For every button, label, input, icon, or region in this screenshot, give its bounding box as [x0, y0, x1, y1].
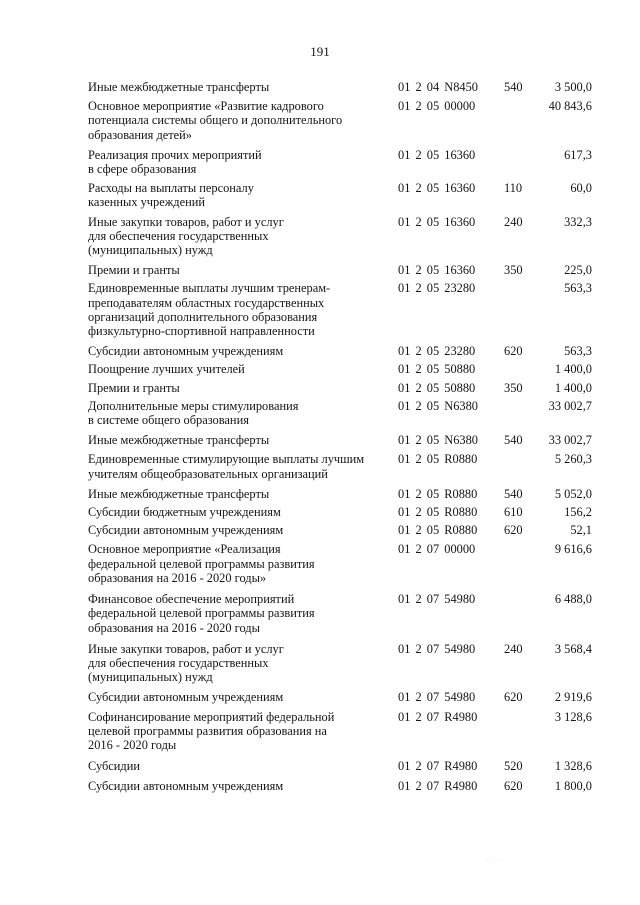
- table-row: [86, 779, 606, 793]
- item-code: 01 2 05 16360: [398, 214, 476, 229]
- item-name: Расходы на выплаты персоналу казенных учреждений: [88, 181, 254, 210]
- item-amount: 1 800,0: [554, 779, 592, 794]
- item-type: 620: [504, 523, 523, 538]
- item-name: Премии и гранты: [88, 263, 180, 278]
- item-code: 01 2 05 50880: [398, 380, 476, 395]
- item-type: 110: [504, 181, 523, 196]
- item-code: 01 2 07 R4980: [398, 709, 478, 724]
- item-type: 540: [504, 80, 523, 94]
- item-code: 01 2 07 00000: [398, 542, 476, 557]
- item-type: 350: [504, 380, 523, 395]
- item-amount: 6 488,0: [554, 592, 592, 607]
- item-code: 01 2 05 R0880: [398, 452, 478, 467]
- item-code: 01 2 05 R0880: [398, 505, 478, 520]
- item-name: Субсидии автономным учреждениям: [88, 523, 284, 538]
- item-amount: 40 843,6: [548, 99, 592, 114]
- table-row: [86, 263, 606, 277]
- budget-table: [86, 80, 606, 794]
- table-row: [86, 592, 606, 635]
- item-name: Субсидии автономным учреждениям: [88, 779, 284, 794]
- table-row: [86, 344, 606, 358]
- item-code: 01 2 05 23280: [398, 344, 476, 359]
- item-name: Дополнительные меры стимулирования в системе общего образования: [88, 398, 299, 428]
- item-type: 240: [504, 641, 523, 656]
- item-amount: 33 002,7: [548, 398, 592, 413]
- item-type: 620: [504, 779, 523, 794]
- item-name: Софинансирование мероприятий федеральной целевой программы развития образования на 2016 - 2020 годы: [88, 709, 335, 752]
- item-amount: 156,2: [564, 505, 592, 520]
- item-amount: 3 500,0: [554, 80, 592, 94]
- table-row: [86, 642, 606, 685]
- item-amount: 52,1: [570, 523, 592, 538]
- table-row: [86, 215, 606, 258]
- item-code: 01 2 04 N8450: [398, 80, 478, 94]
- item-amount: 1 328,6: [554, 759, 592, 774]
- item-code: 01 2 05 50880: [398, 362, 476, 377]
- item-amount: 5 052,0: [554, 486, 592, 501]
- item-name: Субсидии: [88, 759, 140, 774]
- item-code: 01 2 05 00000: [398, 99, 476, 114]
- item-name: Единовременные стимулирующие выплаты лучшим учителям общеобразовательных организаций: [88, 452, 365, 481]
- item-name: Иные межбюджетные трансферты: [88, 80, 270, 94]
- item-amount: 2 919,6: [554, 690, 592, 705]
- item-code: 01 2 05 16360: [398, 181, 476, 196]
- item-code: 01 2 07 R4980: [398, 759, 478, 774]
- table-row: [86, 690, 606, 704]
- item-name: Единовременные выплаты лучшим тренерам- преподавателям областных государственных организаций дополнительного образования физкультурно-спортивной направленности: [88, 281, 331, 339]
- item-type: 240: [504, 214, 523, 229]
- item-code: 01 2 07 54980: [398, 592, 476, 607]
- item-code: 01 2 07 R4980: [398, 779, 478, 794]
- item-name: Иные межбюджетные трансферты: [88, 486, 270, 501]
- item-amount: 9 616,6: [554, 542, 592, 557]
- table-row: [86, 99, 606, 142]
- table-row: [86, 80, 606, 94]
- item-name: Субсидии бюджетным учреждениям: [88, 505, 281, 520]
- item-amount: 563,3: [564, 344, 592, 359]
- item-name: Финансовое обеспечение мероприятий федеральной целевой программы развития образования на 2016 - 2020 годы: [88, 592, 315, 635]
- item-amount: 1 400,0: [554, 362, 592, 377]
- item-type: 620: [504, 690, 523, 705]
- table-row: [86, 710, 606, 753]
- item-name: Иные межбюджетные трансферты: [88, 433, 270, 448]
- scan-mark: . . .: [486, 856, 504, 862]
- item-amount: 3 568,4: [554, 641, 592, 656]
- item-code: 01 2 05 16360: [398, 147, 476, 162]
- table-row: [86, 523, 606, 537]
- item-name: Основное мероприятие «Реализация федеральной целевой программы развития образования на 2016 - 2020 годы»: [88, 542, 315, 585]
- item-code: 01 2 05 16360: [398, 263, 476, 278]
- item-type: 350: [504, 263, 523, 278]
- page-number: 191: [310, 44, 330, 59]
- item-name: Поощрение лучших учителей: [88, 362, 245, 377]
- item-amount: 5 260,3: [554, 452, 592, 467]
- item-name: Иные закупки товаров, работ и услуг для обеспечения государственных (муниципальных) нужд: [88, 641, 284, 685]
- item-amount: 3 128,6: [554, 709, 592, 724]
- item-type: 610: [504, 505, 523, 520]
- item-code: 01 2 05 R0880: [398, 523, 478, 538]
- table-row: [86, 759, 606, 773]
- item-type: 620: [504, 344, 523, 359]
- item-code: 01 2 07 54980: [398, 690, 476, 705]
- item-amount: 60,0: [570, 181, 592, 196]
- item-amount: 1 400,0: [554, 380, 592, 395]
- item-amount: 33 002,7: [548, 433, 592, 448]
- item-name: Иные закупки товаров, работ и услуг для обеспечения государственных (муниципальных) нужд: [88, 214, 284, 258]
- table-row: [86, 542, 606, 585]
- item-type: 540: [504, 486, 523, 501]
- item-code: 01 2 05 R0880: [398, 486, 478, 501]
- item-name: Премии и гранты: [88, 380, 180, 395]
- item-name: Субсидии автономным учреждениям: [88, 690, 284, 705]
- table-row: [86, 181, 606, 209]
- item-amount: 617,3: [564, 147, 592, 162]
- item-name: Субсидии автономным учреждениям: [88, 344, 284, 359]
- table-row: [86, 148, 606, 176]
- item-name: Реализация прочих мероприятий в сфере образования: [88, 147, 262, 177]
- table-row: [86, 362, 606, 376]
- table-row: [86, 487, 606, 501]
- table-row: [86, 452, 606, 480]
- item-amount: 225,0: [564, 263, 592, 278]
- item-code: 01 2 07 54980: [398, 641, 476, 656]
- item-code: 01 2 05 N6380: [398, 398, 478, 413]
- table-row: [86, 281, 606, 338]
- table-row: [86, 505, 606, 519]
- item-name: Основное мероприятие «Развитие кадрового потенциала системы общего и дополнительного образования детей»: [88, 99, 343, 142]
- table-row: [86, 381, 606, 395]
- item-type: 520: [504, 759, 523, 774]
- item-amount: 332,3: [564, 214, 592, 229]
- item-amount: 563,3: [564, 281, 592, 296]
- item-code: 01 2 05 N6380: [398, 433, 478, 448]
- table-row: [86, 433, 606, 447]
- item-code: 01 2 05 23280: [398, 281, 476, 296]
- item-type: 540: [504, 433, 523, 448]
- table-row: [86, 399, 606, 427]
